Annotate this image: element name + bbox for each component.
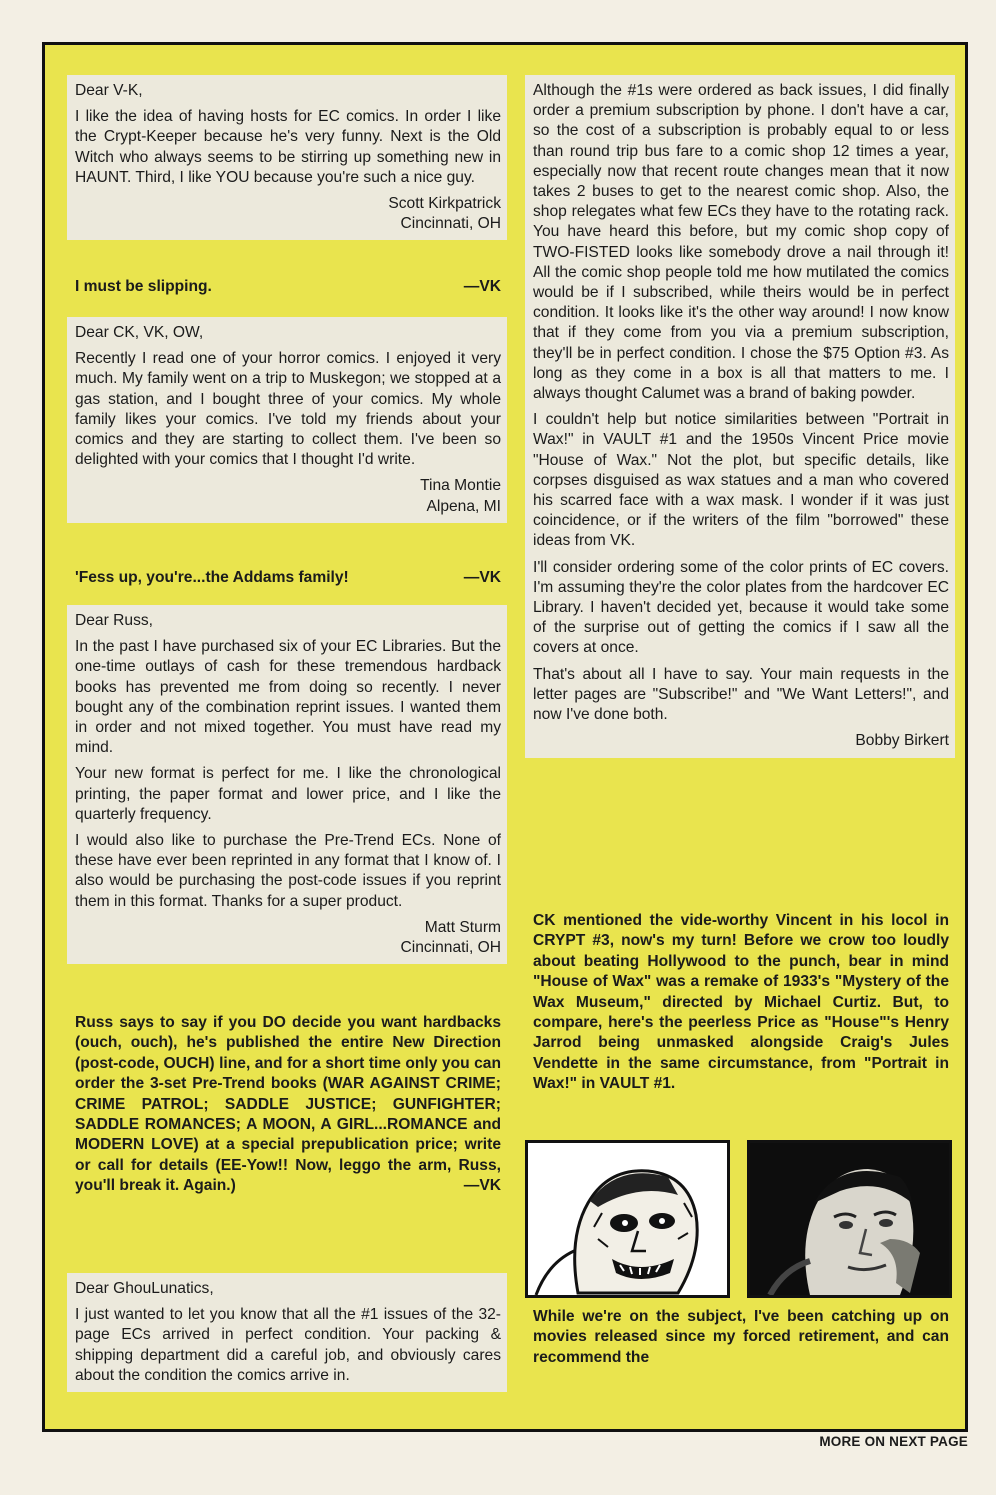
letter-paragraph: Although the #1s were ordered as back issues, I did finally order a premium subscription by phone. I don't have a car, so the cost of a subscription is probably equal to or less than round trip bus fare to a comic shop 12 times a year, especially now that recent route changes mean that it now takes 2 buses to get to the nearest comic shop. Also, the shop relegates what few ECs they have to the rotating rack. You have heard this before, but my comic shop copy of TWO-FISTED looks like somebody drove a nail through it! All the comic shop people told me how mutilated the comics would be if I subscribed, while theirs would be in perfect condition. It looks like it's the other way around! I now know that if they come from you via a premium subscription, they'll be in perfect condition. I chose the $75 Option #3. As long as they come in a box is all that matters to me. I always thought Calumet was a brand of baking powder. bbox=[533, 82, 949, 403]
reply-text: While we're on the subject, I've been catching up on movies released since my forced retirement, and can recommend the bbox=[533, 1308, 949, 1366]
letter-scott-kirkpatrick bbox=[67, 75, 507, 240]
letter-paragraph: I'll consider ordering some of the color prints of EC covers. I'm assuming they're the color plates from the hardcover EC Library. I haven't decided yet, because it would take some of the surprise out of getting the comics if I saw all the covers at once. bbox=[533, 558, 949, 657]
letter-matt-sturm bbox=[67, 605, 507, 964]
reply-text: 'Fess up, you're...the Addams family! bbox=[75, 569, 349, 586]
letter-salutation: Dear Russ, bbox=[75, 612, 153, 629]
signature-name: Tina Montie bbox=[420, 477, 501, 495]
letter-signature bbox=[75, 918, 501, 958]
reply-author: —VK bbox=[463, 278, 501, 295]
letter-paragraph: Your new format is perfect for me. I like the chronological printing, the paper format and lower price, and I like the quarterly frequency. bbox=[75, 765, 501, 823]
editor-reply-long bbox=[67, 1013, 507, 1197]
letter-paragraph: I would also like to purchase the Pre-Trend ECs. None of these have ever been reprinted in any format that I know of. I also would be purchasing the post-code issues if you reprint them in this format. Thanks for a super product. bbox=[75, 832, 501, 910]
vincent-price-photo bbox=[750, 1143, 949, 1295]
movie-still-henry-jarrod bbox=[747, 1140, 952, 1298]
letter-paragraph: That's about all I have to say. Your main requests in the letter pages are "Subscribe!" and "We Want Letters!", and now I've done both. bbox=[533, 665, 949, 724]
comparison-panels bbox=[525, 1140, 955, 1300]
letter-salutation: Dear GhouLunatics, bbox=[75, 1280, 214, 1297]
letter-salutation: Dear V-K, bbox=[75, 82, 143, 99]
editor-reply bbox=[67, 277, 507, 297]
signature-place: Cincinnati, OH bbox=[400, 939, 501, 957]
continued-notice: MORE ON NEXT PAGE bbox=[819, 1434, 968, 1449]
letter-paragraph: I couldn't help but notice similarities between "Portrait in Wax!" in VAULT #1 and the 1950s Vincent Price movie "House of Wax." Not the plot, but specific details, like corpses disguised as wax statues and a man who covered his scarred face with a wax mask. I wonder if it was just coincidence, or if the writers of the film "borrowed" these ideas from VK. bbox=[533, 411, 949, 550]
signature-place: Cincinnati, OH bbox=[400, 215, 501, 233]
editor-reply bbox=[67, 568, 507, 588]
letter-paragraph: In the past I have purchased six of your EC Libraries. But the one-time outlays of cash for these tremendous hardback books has prevented me from doing so recently. I never bought any of the combination reprint issues. I wanted them in order and not mixed together. You must have read my mind. bbox=[75, 638, 501, 757]
unmasked-villain-illustration bbox=[528, 1143, 727, 1295]
letter-bobby-birkert-start bbox=[67, 1273, 507, 1392]
letter-body: Recently I read one of your horror comics. I enjoyed it very much. My family went on a trip to Muskegon; we stopped at a gas station, and I bought three of your comics. My whole family likes your comics. I've told my friends about your comics and they are starting to collect them. I've been so delighted with your comics that I thought I'd write. bbox=[75, 350, 501, 469]
reply-text: CK mentioned the vide-worthy Vincent in his locol in CRYPT #3, now's my turn! Before we crow too loudly about beating Hollywood to the punch, bear in mind "House of Wax" was a remake of 1933's "Mystery of the Wax Museum," directed by Michael Curtiz. But, to compare, here's the peerless Price as "House"'s Henry Jarrod being unmasked alongside Craig's Jules Vendette in the same circumstance, from "Portrait in Wax!" in VAULT #1. bbox=[533, 912, 949, 1093]
letter-tina-montie bbox=[67, 317, 507, 523]
letter-body: I like the idea of having hosts for EC comics. In order I like the Crypt-Keeper because he's very funny. Next is the Old Witch who always seems to be stirring up something new in HAUNT. Third, I like YOU because you're such a nice guy. bbox=[75, 108, 501, 186]
signature-name: Scott Kirkpatrick bbox=[388, 195, 501, 213]
reply-author: —VK bbox=[463, 1177, 501, 1195]
editor-reply-vincent-price bbox=[525, 911, 955, 1095]
letters-page-frame bbox=[42, 42, 968, 1432]
right-column bbox=[525, 45, 955, 1429]
signature-name: Matt Sturm bbox=[424, 918, 501, 936]
editor-reply-continued bbox=[525, 1307, 955, 1368]
reply-author: —VK bbox=[463, 569, 501, 586]
signature-place: Alpena, MI bbox=[426, 497, 501, 515]
letter-body: I just wanted to let you know that all the #1 issues of the 32-page ECs arrived in perfect condition. Your packing & shipping department did a careful job, and obviously cares about the condition the comics arrive in. bbox=[75, 1306, 501, 1384]
letter-bobby-birkert-continued bbox=[525, 75, 955, 758]
letter-signature bbox=[75, 194, 501, 234]
left-column bbox=[67, 45, 507, 1429]
reply-text: I must be slipping. bbox=[75, 278, 212, 295]
comic-panel-jules-vendette bbox=[525, 1140, 730, 1298]
reply-text: Russ says to say if you DO decide you want hardbacks (ouch, ouch), he's published the entire New Direction (post-code, OUCH) line, and for a short time only you can order the 3-set Pre-Trend books (WAR AGAINST CRIME; CRIME PATROL; SADDLE JUSTICE; GUNFIGHTER; SADDLE ROMANCES; A MOON, A GIRL...ROMANCE and MODERN LOVE) at a special prepublication price; write or call for details (EE-Yow!! Now, leggo the arm, Russ, you'll break it. Again.) bbox=[75, 1014, 501, 1195]
letter-signature bbox=[75, 476, 501, 516]
signature-name: Bobby Birkert bbox=[855, 732, 949, 750]
letter-salutation: Dear CK, VK, OW, bbox=[75, 324, 204, 341]
